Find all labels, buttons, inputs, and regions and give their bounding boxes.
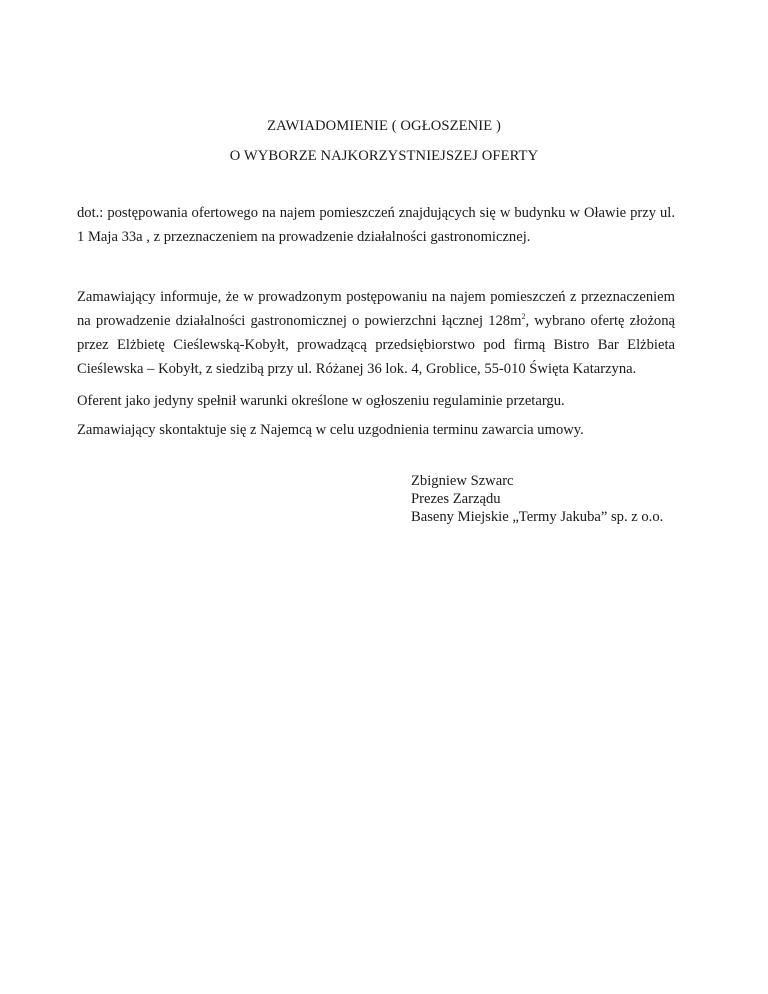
superscript-2: 2: [521, 312, 526, 321]
document-title: ZAWIADOMIENIE ( OGŁOSZENIE ): [267, 118, 501, 134]
signature-name: Zbigniew Szwarc: [411, 473, 514, 489]
main-paragraph-part2: , wybrano ofertę złożoną przez Elżbietę Cieślewską-Kobyłt, prowadzącą przedsiębiorstwo pod firmą Bistro Bar Elżbieta Cieślewska – Kobyłt, z siedzibą przy ul. Różanej 36 lok. 4, Groblice, 55-010 Święta Katarzyna.: [77, 313, 675, 377]
main-paragraph: [77, 285, 675, 381]
contact-paragraph: Zamawiający skontaktuje się z Najemcą w celu uzgodnienia terminu zawarcia umowy.: [77, 422, 584, 438]
bidder-paragraph: Oferent jako jedyny spełnił warunki określone w ogłoszeniu regulaminie przetargu.: [77, 393, 565, 409]
signature-position: Prezes Zarządu: [411, 491, 501, 507]
main-paragraph-part1: Zamawiający informuje, że w prowadzonym postępowaniu na najem pomieszczeń z przeznaczeniem na prowadzenie działalności gastronomicznej o powierzchni łącznej 128m: [77, 289, 675, 329]
signature-block: [411, 472, 663, 526]
signature-company: Baseny Miejskie „Termy Jakuba” sp. z o.o.: [411, 509, 664, 525]
document-subtitle: O WYBORZE NAJKORZYSTNIEJSZEJ OFERTY: [229, 148, 539, 164]
subject-paragraph: dot.: postępowania ofertowego na najem pomieszczeń znajdujących się w budynku w Oławie przy ul. 1 Maja 33a , z przeznaczeniem na prowadzenie działalności gastronomicznej.: [77, 205, 675, 245]
